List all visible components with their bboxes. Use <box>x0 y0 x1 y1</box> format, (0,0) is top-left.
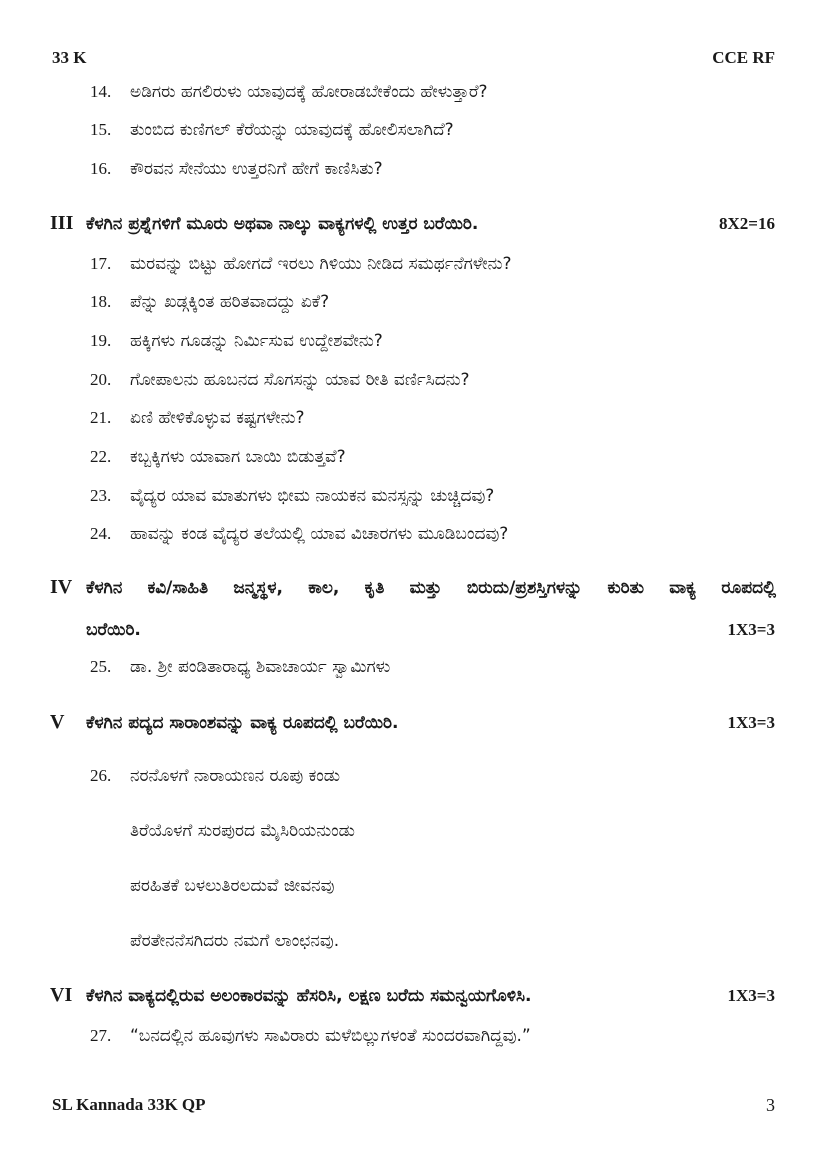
question-number: 27. <box>90 1026 112 1045</box>
section-marks: 8X2=16 <box>719 214 775 233</box>
poem-line: ಪರಹಿತಕೆ ಬಳಲುತಿರಲದುವೆ ಜೀವನವು <box>130 876 335 896</box>
question-item <box>90 120 454 140</box>
question-text: ಹಾವನ್ನು ಕಂಡ ವೈದ್ಯರ ತಲೆಯಲ್ಲಿ ಯಾವ ವಿಚಾರಗಳು ಮೂಡಿಬಂದವು? <box>130 524 509 544</box>
question-text: ಮರವನ್ನು ಬಿಟ್ಟು ಹೋಗದೆ ಇರಲು ಗಿಳಿಯು ನೀಡಿದ ಸಮರ್ಥನೆಗಳೇನು? <box>130 254 512 274</box>
question-text: ವೈದ್ಯರ ಯಾವ ಮಾತುಗಳು ಭೀಮ ನಾಯಕನ ಮನಸ್ಸನ್ನು ಚುಚ್ಚಿದವು? <box>130 486 495 506</box>
question-text: ಹಕ್ಕಿಗಳು ಗೂಡನ್ನು ನಿರ್ಮಿಸುವ ಉದ್ದೇಶವೇನು? <box>130 331 383 351</box>
question-number: 14. <box>90 82 112 101</box>
question-item <box>90 408 305 428</box>
question-number: 20. <box>90 370 112 389</box>
question-text: ಪೆನ್ನು ಖಡ್ಗಕ್ಕಿಂತ ಹರಿತವಾದದ್ದು ಏಕೆ? <box>130 292 330 312</box>
section-instruction: ಕೆಳಗಿನ ಪ್ರಶ್ನೆಗಳಿಗೆ ಮೂರು ಅಥವಾ ನಾಲ್ಕು ವಾಕ್ಯಗಳಲ್ಲಿ ಉತ್ತರ ಬರೆಯಿರಿ. <box>86 214 479 234</box>
page-number: 3 <box>766 1095 775 1115</box>
question-item <box>90 766 340 786</box>
section-number: V <box>50 711 65 733</box>
question-text: “ಬನದಲ್ಲಿನ ಹೂವುಗಳು ಸಾವಿರಾರು ಮಳೆಬಿಲ್ಲುಗಳಂತೆ ಸುಂದರವಾಗಿದ್ದವು.” <box>130 1026 531 1046</box>
footer-paper-title: SL Kannada 33K QP <box>52 1095 206 1114</box>
section-marks: 1X3=3 <box>727 986 775 1005</box>
section-instruction: ಕೆಳಗಿನ ಪದ್ಯದ ಸಾರಾಂಶವನ್ನು ವಾಕ್ಯ ರೂಪದಲ್ಲಿ ಬರೆಯಿರಿ. <box>86 713 399 733</box>
question-number: 17. <box>90 254 112 273</box>
question-item <box>90 524 508 544</box>
question-item <box>90 370 470 390</box>
section-marks: 1X3=3 <box>727 713 775 732</box>
question-number: 24. <box>90 524 112 543</box>
question-text: ಗೋಪಾಲನು ಹೂಬನದ ಸೊಗಸನ್ನು ಯಾವ ರೀತಿ ವರ್ಣಿಸಿದನು? <box>130 370 470 390</box>
section-number: IV <box>50 576 73 598</box>
section-number: III <box>50 212 74 234</box>
question-text: ಕೌರವನ ಸೇನೆಯು ಉತ್ತರನಿಗೆ ಹೇಗೆ ಕಾಣಿಸಿತು? <box>130 159 383 179</box>
question-item <box>90 159 383 179</box>
section-heading <box>50 711 398 734</box>
section-heading <box>50 576 86 599</box>
question-text: ಏಣಿ ಹೇಳಿಕೊಳ್ಳುವ ಕಷ್ಟಗಳೇನು? <box>130 408 305 428</box>
question-item <box>90 1026 531 1046</box>
question-number: 22. <box>90 447 112 466</box>
question-number: 23. <box>90 486 112 505</box>
poem-line: ನರನೊಳಗೆ ನಾರಾಯಣನ ರೂಪು ಕಂಡು <box>130 766 340 786</box>
question-number: 19. <box>90 331 112 350</box>
section-number: VI <box>50 984 73 1006</box>
question-item <box>90 254 512 274</box>
question-text: ಡಾ. ಶ್ರೀ ಪಂಡಿತಾರಾಧ್ಯ ಶಿವಾಚಾರ್ಯ ಸ್ವಾಮಿಗಳು <box>130 657 391 677</box>
question-number: 18. <box>90 292 112 311</box>
question-text: ಅಡಿಗರು ಹಗಲಿರುಳು ಯಾವುದಕ್ಕೆ ಹೋರಾಡಬೇಕೆಂದು ಹೇಳುತ್ತಾರೆ? <box>130 82 488 102</box>
question-item <box>90 292 329 312</box>
question-item <box>90 331 383 351</box>
poem-line: ತಿರೆಯೊಳಗೆ ಸುರಪುರದ ಮೈಸಿರಿಯನುಂಡು <box>130 821 355 841</box>
poem-line: ಪೆರತೇನನೆಸಗಿದರು ನಮಗೆ ಲಾಂಛನವು. <box>130 931 340 951</box>
question-item <box>90 486 494 506</box>
question-item <box>90 447 346 467</box>
question-number: 15. <box>90 120 112 139</box>
exam-code: CCE RF <box>712 48 775 67</box>
section-instruction: ಕೆಳಗಿನ ಕವಿ/ಸಾಹಿತಿ ಜನ್ಮಸ್ಥಳ, ಕಾಲ, ಕೃತಿ ಮತ್ತು ಬಿರುದು/ಪ್ರಶಸ್ತಿಗಳನ್ನು ಕುರಿತು ವಾಕ್ಯ ರೂಪದಲ್ಲಿ <box>86 578 776 598</box>
paper-code: 33 K <box>52 48 87 67</box>
question-item <box>90 82 488 102</box>
question-number: 21. <box>90 408 112 427</box>
question-text: ಕಬ್ಬಕ್ಕಿಗಳು ಯಾವಾಗ ಬಾಯಿ ಬಿಡುತ್ತವೆ? <box>130 447 346 467</box>
question-text: ತುಂಬಿದ ಕುಣಿಗಲ್ ಕೆರೆಯನ್ನು ಯಾವುದಕ್ಕೆ ಹೋಲಿಸಲಾಗಿದೆ? <box>130 120 454 140</box>
question-item <box>90 657 390 677</box>
section-heading <box>50 212 478 235</box>
question-number: 25. <box>90 657 112 676</box>
question-number: 16. <box>90 159 112 178</box>
section-marks: 1X3=3 <box>727 620 775 639</box>
question-number: 26. <box>90 766 112 785</box>
section-heading <box>50 984 532 1007</box>
section-instruction: ಕೆಳಗಿನ ವಾಕ್ಯದಲ್ಲಿರುವ ಅಲಂಕಾರವನ್ನು ಹೆಸರಿಸಿ, ಲಕ್ಷಣ ಬರೆದು ಸಮನ್ವಯಗೊಳಿಸಿ. <box>86 986 532 1006</box>
section-instruction-continued: ಬರೆಯಿರಿ. <box>86 620 141 640</box>
